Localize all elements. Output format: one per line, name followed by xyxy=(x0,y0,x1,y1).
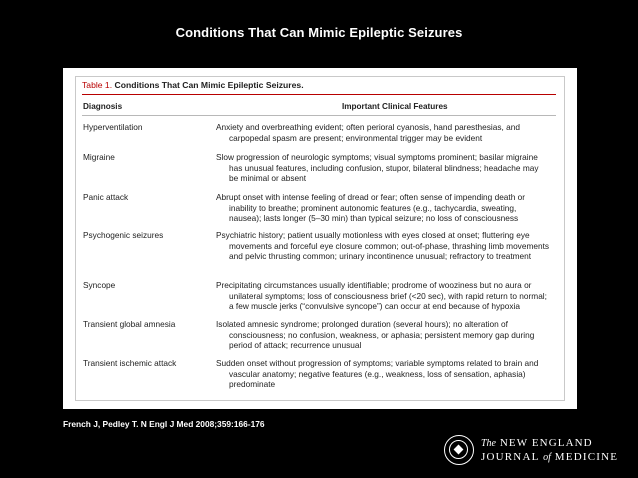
features-cell: Sudden onset without progression of symptoms; variable symptoms related to brain and vascular anatomy; negative features (e.g., weakness, loss of sensation, aphasia) predominate xyxy=(216,358,539,389)
nejm-logo xyxy=(444,435,624,471)
slide-title: Conditions That Can Mimic Epileptic Seizures xyxy=(175,25,463,40)
diagnosis-cell: Transient global amnesia xyxy=(83,319,176,329)
diagnosis-cell: Hyperventilation xyxy=(83,122,143,132)
features-cell: Slow progression of neurologic symptoms; visual symptoms prominent; basilar migraine has unusual features, including confusion, stupor, bilateral blindness; headache may be minimal or absent xyxy=(216,152,539,183)
table-figure xyxy=(63,68,577,409)
features-cell: Isolated amnesic syndrome; prolonged duration (several hours); no alteration of consciousness; no confusion, weakness, or aphasia; persistent memory gap during period of attack; recurrence unusual xyxy=(216,319,535,350)
header-divider xyxy=(82,115,556,116)
diagnosis-cell: Transient ischemic attack xyxy=(83,358,177,368)
features-column-header: Important Clinical Features xyxy=(342,102,448,111)
diagnosis-cell: Psychogenic seizures xyxy=(83,230,164,240)
diagnosis-cell: Migraine xyxy=(83,152,115,162)
diagnosis-cell: Syncope xyxy=(83,280,116,290)
logo-line-2 xyxy=(481,451,618,463)
citation: French J, Pedley T. N Engl J Med 2008;359:166-176 xyxy=(63,419,265,429)
features-cell: Precipitating circumstances usually identifiable; prodrome of wooziness but no aura or unilateral symptoms; loss of consciousness brief (<20 sec), with rapid return to normal; a few muscle jerks (“convulsive syncope”) can occur at end because of hypoxia xyxy=(216,280,547,311)
features-cell: Anxiety and overbreathing evident; often perioral cyanosis, hand paresthesias, and carpopedal spasm are present; environmental trigger may be evident xyxy=(216,122,520,143)
logo-line-1 xyxy=(481,437,593,449)
diagnosis-cell: Panic attack xyxy=(83,192,129,202)
journal-seal-icon xyxy=(444,435,474,465)
logo-the: The xyxy=(481,438,496,449)
table-caption xyxy=(82,80,556,95)
features-cell: Abrupt onset with intense feeling of dread or fear; often sense of impending death or inability to breathe; prominent autonomic features (e.g., tachycardia, sweating, nausea); lasts longer (5–30 min) than typical seizure; no loss of consciousness xyxy=(216,192,526,223)
diagnosis-column-header: Diagnosis xyxy=(83,102,123,111)
features-cell: Psychiatric history; patient usually motionless with eyes closed at onset; fluttering eye movements and forceful eye closure common; out-of-phase, thrashing limb movements and pelvic thrusting common; urinary incontinence unusual; refractory to treatment xyxy=(216,230,550,261)
logo-journal: JOURNAL xyxy=(481,451,540,463)
logo-of: of xyxy=(543,452,551,463)
table-caption-text: Conditions That Can Mimic Epileptic Seizures. xyxy=(114,80,304,90)
logo-new-england: NEW ENGLAND xyxy=(499,437,593,449)
table-label: Table 1. xyxy=(82,80,113,90)
clinical-features-table xyxy=(75,76,565,401)
logo-medicine: MEDICINE xyxy=(554,451,619,463)
